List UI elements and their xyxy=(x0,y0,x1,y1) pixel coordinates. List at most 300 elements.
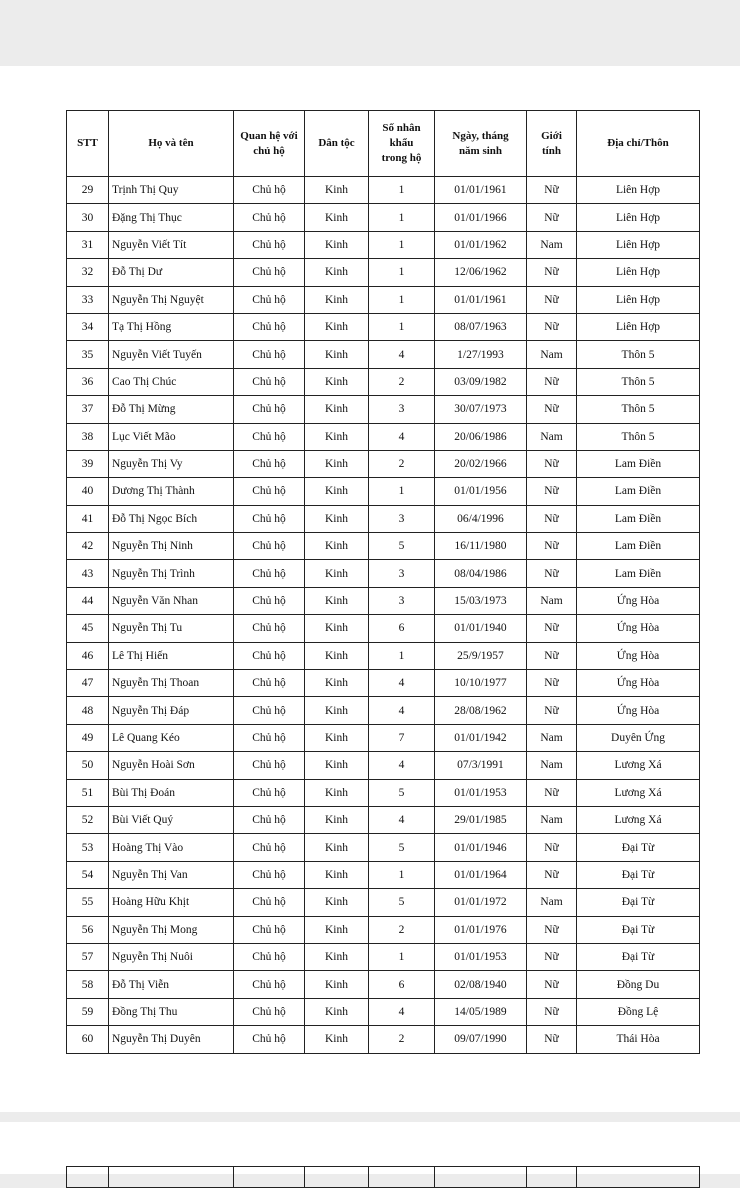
cell-ethnicity: Kinh xyxy=(305,313,369,340)
cell-dob: 01/01/1961 xyxy=(435,177,527,204)
cell-name: Đặng Thị Thục xyxy=(109,204,234,231)
cell-name: Tạ Thị Hồng xyxy=(109,313,234,340)
cell-ethnicity: Kinh xyxy=(305,587,369,614)
cell-address: Thôn 5 xyxy=(577,368,700,395)
cell-address: Lam Điền xyxy=(577,505,700,532)
cell-ethnicity: Kinh xyxy=(305,423,369,450)
cell-members: 1 xyxy=(369,642,435,669)
cell-members: 6 xyxy=(369,971,435,998)
cell-address: Đại Từ xyxy=(577,834,700,861)
cell-address: Liên Hợp xyxy=(577,313,700,340)
cell-relation: Chủ hộ xyxy=(234,313,305,340)
cell-relation: Chủ hộ xyxy=(234,861,305,888)
header-dob: Ngày, tháng năm sinh xyxy=(435,111,527,177)
cell-dob: 06/4/1996 xyxy=(435,505,527,532)
cell-ethnicity: Kinh xyxy=(305,505,369,532)
cell-gender: Nữ xyxy=(527,779,577,806)
cell-ethnicity: Kinh xyxy=(305,889,369,916)
cell-relation: Chủ hộ xyxy=(234,615,305,642)
cell-address: Ứng Hòa xyxy=(577,697,700,724)
cell-relation: Chủ hộ xyxy=(234,724,305,751)
cell-address: Liên Hợp xyxy=(577,286,700,313)
cell-name: Lê Thị Hiến xyxy=(109,642,234,669)
cell-gender: Nữ xyxy=(527,615,577,642)
cell-relation: Chủ hộ xyxy=(234,286,305,313)
cell-ethnicity: Kinh xyxy=(305,998,369,1025)
table-row xyxy=(67,478,700,505)
cell-name: Nguyễn Thị Duyên xyxy=(109,1026,234,1053)
cell-address: Lam Điền xyxy=(577,533,700,560)
cell-gender: Nữ xyxy=(527,670,577,697)
cell-stt: 40 xyxy=(67,478,109,505)
cell-address: Lam Điền xyxy=(577,560,700,587)
cell-relation: Chủ hộ xyxy=(234,259,305,286)
cell-gender: Nam xyxy=(527,423,577,450)
cell-name: Nguyễn Thị Tu xyxy=(109,615,234,642)
cell-members: 1 xyxy=(369,231,435,258)
cell-gender: Nữ xyxy=(527,313,577,340)
cell-gender: Nữ xyxy=(527,861,577,888)
cell-gender: Nam xyxy=(527,752,577,779)
cell-members: 7 xyxy=(369,724,435,751)
next-document-page xyxy=(0,1122,740,1174)
cell-members: 3 xyxy=(369,560,435,587)
cell-relation: Chủ hộ xyxy=(234,560,305,587)
cell-members: 2 xyxy=(369,916,435,943)
cell-gender: Nam xyxy=(527,806,577,833)
cell-gender: Nữ xyxy=(527,286,577,313)
cell-ethnicity: Kinh xyxy=(305,286,369,313)
cell-name: Nguyễn Thị Vy xyxy=(109,450,234,477)
cell-dob: 01/01/1946 xyxy=(435,834,527,861)
cell-name: Cao Thị Chúc xyxy=(109,368,234,395)
cell-name: Bùi Viết Quý xyxy=(109,806,234,833)
cell-relation: Chủ hộ xyxy=(234,697,305,724)
cell-members: 1 xyxy=(369,259,435,286)
cell-ethnicity: Kinh xyxy=(305,259,369,286)
cell-ethnicity: Kinh xyxy=(305,204,369,231)
cell-address: Lam Điền xyxy=(577,478,700,505)
table-row xyxy=(67,642,700,669)
table-row xyxy=(67,971,700,998)
cell-members: 1 xyxy=(369,478,435,505)
cell-address: Ứng Hòa xyxy=(577,587,700,614)
table-row xyxy=(67,998,700,1025)
cell-gender: Nữ xyxy=(527,1026,577,1053)
cell-stt: 44 xyxy=(67,587,109,614)
cell-dob: 10/10/1977 xyxy=(435,670,527,697)
cell-stt: 57 xyxy=(67,943,109,970)
cell-name: Nguyễn Văn Nhan xyxy=(109,587,234,614)
cell-stt: 37 xyxy=(67,396,109,423)
cell-name: Nguyễn Thị Mong xyxy=(109,916,234,943)
cell-name: Bùi Thị Đoán xyxy=(109,779,234,806)
table-row xyxy=(67,587,700,614)
cell-address: Đồng Lệ xyxy=(577,998,700,1025)
cell-dob: 01/01/1940 xyxy=(435,615,527,642)
cell-ethnicity: Kinh xyxy=(305,861,369,888)
table-row xyxy=(67,560,700,587)
cell-members: 2 xyxy=(369,450,435,477)
cell-gender: Nữ xyxy=(527,396,577,423)
cell-ethnicity: Kinh xyxy=(305,943,369,970)
cell-dob: 01/01/1961 xyxy=(435,286,527,313)
cell-members: 4 xyxy=(369,806,435,833)
cell-ethnicity: Kinh xyxy=(305,779,369,806)
table-row xyxy=(67,834,700,861)
cell-members: 4 xyxy=(369,697,435,724)
cell-ethnicity: Kinh xyxy=(305,752,369,779)
cell-members: 4 xyxy=(369,752,435,779)
cell-name: Nguyễn Thị Ninh xyxy=(109,533,234,560)
cell-gender: Nữ xyxy=(527,697,577,724)
cell-name: Trịnh Thị Quy xyxy=(109,177,234,204)
table-row xyxy=(67,177,700,204)
header-members: Số nhân khẩu trong hộ xyxy=(369,111,435,177)
cell-ethnicity: Kinh xyxy=(305,971,369,998)
cell-ethnicity: Kinh xyxy=(305,478,369,505)
cell-ethnicity: Kinh xyxy=(305,642,369,669)
cell-stt: 36 xyxy=(67,368,109,395)
cell-address: Đại Từ xyxy=(577,889,700,916)
cell-name: Hoàng Hữu Khịt xyxy=(109,889,234,916)
cell-stt: 45 xyxy=(67,615,109,642)
cell-dob: 08/04/1986 xyxy=(435,560,527,587)
cell-address: Liên Hợp xyxy=(577,204,700,231)
cell-address: Duyên Ứng xyxy=(577,724,700,751)
cell-members: 3 xyxy=(369,396,435,423)
cell-members: 1 xyxy=(369,204,435,231)
header-name: Họ và tên xyxy=(109,111,234,177)
cell-relation: Chủ hộ xyxy=(234,450,305,477)
cell-address: Thái Hòa xyxy=(577,1026,700,1053)
cell-members: 1 xyxy=(369,313,435,340)
cell-gender: Nữ xyxy=(527,259,577,286)
cell-stt: 46 xyxy=(67,642,109,669)
table-row xyxy=(67,724,700,751)
table-row xyxy=(67,697,700,724)
cell-dob: 16/11/1980 xyxy=(435,533,527,560)
cell-ethnicity: Kinh xyxy=(305,533,369,560)
cell-address: Lam Điền xyxy=(577,450,700,477)
cell-gender: Nữ xyxy=(527,478,577,505)
table-row xyxy=(67,341,700,368)
cell-gender: Nam xyxy=(527,587,577,614)
next-page-table-top xyxy=(66,1166,700,1188)
cell-stt: 30 xyxy=(67,204,109,231)
cell-ethnicity: Kinh xyxy=(305,560,369,587)
cell-ethnicity: Kinh xyxy=(305,724,369,751)
cell-ethnicity: Kinh xyxy=(305,806,369,833)
cell-stt: 41 xyxy=(67,505,109,532)
cell-dob: 01/01/1976 xyxy=(435,916,527,943)
cell-name: Đỗ Thị Ngọc Bích xyxy=(109,505,234,532)
cell-stt: 33 xyxy=(67,286,109,313)
cell-name: Nguyễn Thị Đáp xyxy=(109,697,234,724)
cell-name: Đỗ Thị Mừng xyxy=(109,396,234,423)
header-stt: STT xyxy=(67,111,109,177)
cell-stt: 56 xyxy=(67,916,109,943)
table-row xyxy=(67,943,700,970)
household-table xyxy=(66,110,700,1054)
cell-name: Nguyễn Thị Nguyệt xyxy=(109,286,234,313)
cell-name: Dương Thị Thành xyxy=(109,478,234,505)
cell-name: Nguyễn Thị Trình xyxy=(109,560,234,587)
cell-relation: Chủ hộ xyxy=(234,642,305,669)
cell-dob: 07/3/1991 xyxy=(435,752,527,779)
cell-address: Lương Xá xyxy=(577,806,700,833)
cell-dob: 01/01/1962 xyxy=(435,231,527,258)
table-row xyxy=(67,533,700,560)
cell-relation: Chủ hộ xyxy=(234,177,305,204)
cell-ethnicity: Kinh xyxy=(305,1026,369,1053)
cell-members: 4 xyxy=(369,341,435,368)
cell-address: Lương Xá xyxy=(577,779,700,806)
cell-address: Ứng Hòa xyxy=(577,670,700,697)
cell-dob: 01/01/1953 xyxy=(435,779,527,806)
cell-members: 5 xyxy=(369,834,435,861)
cell-address: Thôn 5 xyxy=(577,423,700,450)
cell-stt: 29 xyxy=(67,177,109,204)
cell-gender: Nam xyxy=(527,341,577,368)
cell-stt: 39 xyxy=(67,450,109,477)
cell-stt: 47 xyxy=(67,670,109,697)
cell-members: 4 xyxy=(369,423,435,450)
cell-relation: Chủ hộ xyxy=(234,889,305,916)
cell-gender: Nữ xyxy=(527,834,577,861)
cell-dob: 01/01/1953 xyxy=(435,943,527,970)
cell-address: Đại Từ xyxy=(577,916,700,943)
cell-gender: Nữ xyxy=(527,505,577,532)
table-body xyxy=(67,177,700,1054)
document-page xyxy=(0,66,740,1112)
cell-gender: Nam xyxy=(527,724,577,751)
cell-members: 4 xyxy=(369,998,435,1025)
cell-relation: Chủ hộ xyxy=(234,670,305,697)
cell-dob: 12/06/1962 xyxy=(435,259,527,286)
cell-ethnicity: Kinh xyxy=(305,396,369,423)
cell-dob: 20/02/1966 xyxy=(435,450,527,477)
cell-gender: Nữ xyxy=(527,368,577,395)
table-row xyxy=(67,1026,700,1053)
table-row xyxy=(67,450,700,477)
cell-relation: Chủ hộ xyxy=(234,423,305,450)
cell-gender: Nữ xyxy=(527,916,577,943)
cell-ethnicity: Kinh xyxy=(305,231,369,258)
cell-stt: 54 xyxy=(67,861,109,888)
cell-relation: Chủ hộ xyxy=(234,505,305,532)
table-row xyxy=(67,916,700,943)
table-row xyxy=(67,670,700,697)
cell-dob: 14/05/1989 xyxy=(435,998,527,1025)
cell-address: Đại Từ xyxy=(577,861,700,888)
cell-gender: Nữ xyxy=(527,560,577,587)
cell-name: Nguyễn Viết Tít xyxy=(109,231,234,258)
table-row xyxy=(67,615,700,642)
cell-address: Liên Hợp xyxy=(577,231,700,258)
cell-relation: Chủ hộ xyxy=(234,587,305,614)
cell-gender: Nữ xyxy=(527,204,577,231)
table-row xyxy=(67,889,700,916)
cell-address: Đồng Du xyxy=(577,971,700,998)
table-row xyxy=(67,259,700,286)
cell-members: 4 xyxy=(369,670,435,697)
table-row xyxy=(67,368,700,395)
cell-stt: 50 xyxy=(67,752,109,779)
table-row xyxy=(67,423,700,450)
cell-address: Ứng Hòa xyxy=(577,615,700,642)
cell-relation: Chủ hộ xyxy=(234,943,305,970)
cell-relation: Chủ hộ xyxy=(234,368,305,395)
cell-stt: 31 xyxy=(67,231,109,258)
cell-relation: Chủ hộ xyxy=(234,834,305,861)
page-gap-top xyxy=(0,0,740,66)
cell-relation: Chủ hộ xyxy=(234,396,305,423)
cell-address: Thôn 5 xyxy=(577,396,700,423)
cell-members: 3 xyxy=(369,505,435,532)
cell-dob: 09/07/1990 xyxy=(435,1026,527,1053)
cell-members: 2 xyxy=(369,1026,435,1053)
cell-address: Đại Từ xyxy=(577,943,700,970)
cell-members: 5 xyxy=(369,779,435,806)
cell-stt: 59 xyxy=(67,998,109,1025)
cell-dob: 30/07/1973 xyxy=(435,396,527,423)
page-gap-bottom xyxy=(0,1112,740,1122)
cell-name: Đỗ Thị Dư xyxy=(109,259,234,286)
cell-relation: Chủ hộ xyxy=(234,779,305,806)
cell-relation: Chủ hộ xyxy=(234,916,305,943)
cell-stt: 38 xyxy=(67,423,109,450)
cell-ethnicity: Kinh xyxy=(305,450,369,477)
cell-dob: 02/08/1940 xyxy=(435,971,527,998)
cell-members: 1 xyxy=(369,943,435,970)
table-row xyxy=(67,505,700,532)
cell-address: Ứng Hòa xyxy=(577,642,700,669)
cell-members: 5 xyxy=(369,533,435,560)
cell-name: Lê Quang Kéo xyxy=(109,724,234,751)
cell-ethnicity: Kinh xyxy=(305,834,369,861)
table-row xyxy=(67,396,700,423)
cell-address: Lương Xá xyxy=(577,752,700,779)
cell-members: 6 xyxy=(369,615,435,642)
cell-address: Liên Hợp xyxy=(577,177,700,204)
cell-stt: 42 xyxy=(67,533,109,560)
cell-dob: 03/09/1982 xyxy=(435,368,527,395)
cell-gender: Nữ xyxy=(527,450,577,477)
cell-address: Liên Hợp xyxy=(577,259,700,286)
cell-members: 1 xyxy=(369,177,435,204)
cell-dob: 29/01/1985 xyxy=(435,806,527,833)
header-ethnicity: Dân tộc xyxy=(305,111,369,177)
table-row xyxy=(67,286,700,313)
cell-name: Lục Viết Mão xyxy=(109,423,234,450)
cell-ethnicity: Kinh xyxy=(305,697,369,724)
table-row xyxy=(67,752,700,779)
cell-relation: Chủ hộ xyxy=(234,341,305,368)
cell-dob: 15/03/1973 xyxy=(435,587,527,614)
cell-dob: 01/01/1956 xyxy=(435,478,527,505)
cell-stt: 52 xyxy=(67,806,109,833)
cell-dob: 01/01/1966 xyxy=(435,204,527,231)
header-relation: Quan hệ với chủ hộ xyxy=(234,111,305,177)
cell-relation: Chủ hộ xyxy=(234,204,305,231)
cell-dob: 28/08/1962 xyxy=(435,697,527,724)
cell-name: Nguyễn Thị Thoan xyxy=(109,670,234,697)
cell-stt: 48 xyxy=(67,697,109,724)
cell-stt: 34 xyxy=(67,313,109,340)
cell-relation: Chủ hộ xyxy=(234,1026,305,1053)
cell-ethnicity: Kinh xyxy=(305,916,369,943)
cell-stt: 55 xyxy=(67,889,109,916)
cell-gender: Nữ xyxy=(527,971,577,998)
cell-dob: 01/01/1972 xyxy=(435,889,527,916)
cell-name: Nguyễn Thị Nuôi xyxy=(109,943,234,970)
header-address: Địa chỉ/Thôn xyxy=(577,111,700,177)
cell-ethnicity: Kinh xyxy=(305,368,369,395)
cell-stt: 43 xyxy=(67,560,109,587)
cell-dob: 01/01/1942 xyxy=(435,724,527,751)
cell-relation: Chủ hộ xyxy=(234,998,305,1025)
cell-ethnicity: Kinh xyxy=(305,615,369,642)
cell-gender: Nữ xyxy=(527,533,577,560)
table-row xyxy=(67,231,700,258)
cell-relation: Chủ hộ xyxy=(234,478,305,505)
cell-dob: 01/01/1964 xyxy=(435,861,527,888)
cell-dob: 25/9/1957 xyxy=(435,642,527,669)
cell-stt: 32 xyxy=(67,259,109,286)
cell-address: Thôn 5 xyxy=(577,341,700,368)
table-header-row xyxy=(67,111,700,177)
cell-gender: Nữ xyxy=(527,998,577,1025)
cell-relation: Chủ hộ xyxy=(234,971,305,998)
cell-gender: Nữ xyxy=(527,943,577,970)
cell-name: Đỗ Thị Viễn xyxy=(109,971,234,998)
cell-name: Nguyễn Viết Tuyến xyxy=(109,341,234,368)
cell-members: 1 xyxy=(369,861,435,888)
table-row xyxy=(67,806,700,833)
cell-stt: 49 xyxy=(67,724,109,751)
table-row xyxy=(67,779,700,806)
table-row xyxy=(67,313,700,340)
cell-name: Nguyễn Hoài Sơn xyxy=(109,752,234,779)
cell-dob: 08/07/1963 xyxy=(435,313,527,340)
header-gender: Giới tính xyxy=(527,111,577,177)
cell-stt: 35 xyxy=(67,341,109,368)
cell-stt: 51 xyxy=(67,779,109,806)
cell-members: 2 xyxy=(369,368,435,395)
cell-dob: 20/06/1986 xyxy=(435,423,527,450)
table-row xyxy=(67,204,700,231)
cell-gender: Nữ xyxy=(527,177,577,204)
cell-relation: Chủ hộ xyxy=(234,752,305,779)
cell-dob: 1/27/1993 xyxy=(435,341,527,368)
cell-name: Nguyễn Thị Van xyxy=(109,861,234,888)
cell-relation: Chủ hộ xyxy=(234,533,305,560)
cell-members: 1 xyxy=(369,286,435,313)
cell-relation: Chủ hộ xyxy=(234,806,305,833)
cell-stt: 58 xyxy=(67,971,109,998)
cell-gender: Nữ xyxy=(527,642,577,669)
cell-members: 5 xyxy=(369,889,435,916)
table-row xyxy=(67,861,700,888)
cell-gender: Nam xyxy=(527,231,577,258)
cell-stt: 60 xyxy=(67,1026,109,1053)
cell-name: Hoàng Thị Vào xyxy=(109,834,234,861)
cell-ethnicity: Kinh xyxy=(305,341,369,368)
cell-ethnicity: Kinh xyxy=(305,177,369,204)
cell-ethnicity: Kinh xyxy=(305,670,369,697)
cell-name: Đồng Thị Thu xyxy=(109,998,234,1025)
